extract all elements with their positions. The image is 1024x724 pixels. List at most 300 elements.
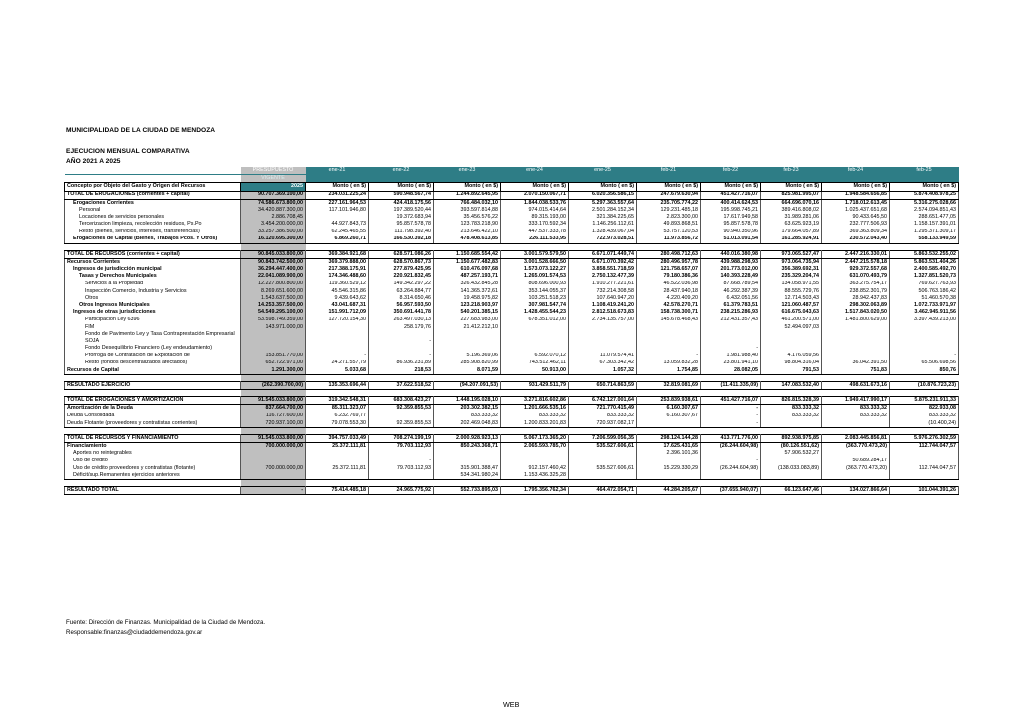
amount-cell: 111.798.392,40: [369, 229, 434, 236]
amount-cell: 24.965.775,92: [369, 487, 434, 495]
amount-cell: 1.910.277.221,61: [569, 281, 637, 288]
budget-cell: 53.598.749.359,00: [241, 317, 306, 324]
amount-cell: [761, 420, 822, 428]
amount-cell: 201.773.012,00: [701, 266, 761, 273]
amount-cell: 369.363.809,34: [822, 229, 890, 236]
amount-cell: 253.839.938,61: [637, 397, 701, 405]
amount-cell: 232.777.506,93: [822, 221, 890, 228]
amount-cell: 1.795.356.762,34: [501, 487, 569, 495]
amount-cell: 5.316.275.028,66: [890, 199, 959, 207]
amount-cell: 5.976.276.302,59: [890, 435, 959, 443]
amount-cell: 558.133.949,59: [890, 236, 959, 244]
amount-cell: [701, 472, 761, 480]
budget-cell: [241, 331, 306, 338]
budget-cell: 1.291.300,00: [241, 367, 306, 375]
amount-cell: (37.655.940,07): [701, 487, 761, 495]
amount-cell: [434, 458, 501, 465]
budget-cell: 720.937.100,00: [241, 420, 306, 428]
amount-cell: [761, 345, 822, 352]
amount-cell: 732.214.308,58: [569, 288, 637, 295]
amount-cell: 280.498.712,63: [637, 250, 701, 258]
amount-cell: 464.472.054,71: [569, 487, 637, 495]
table-row: [65, 281, 959, 288]
amount-cell: (94.207.091,53): [434, 382, 501, 390]
amount-cell: [701, 450, 761, 457]
budget-cell: 16.120.695.300,00: [241, 236, 306, 244]
amount-cell: 141.365.372,61: [434, 288, 501, 295]
amount-header: Monto ( en $): [306, 183, 369, 191]
amount-cell: [822, 450, 890, 457]
amount-cell: 25.372.111,81: [306, 465, 369, 472]
amount-cell: [434, 345, 501, 352]
amount-cell: 226.111.533,95: [501, 236, 569, 244]
amount-cell: 92.359.855,53: [369, 420, 434, 428]
table-row: [65, 397, 959, 405]
amount-cell: 49.893.868,51: [637, 221, 701, 228]
row-label: Servicios a la Propiedad: [65, 281, 241, 288]
amount-cell: 369.379.888,00: [306, 259, 369, 267]
month-header: feb-25: [890, 167, 959, 175]
month-header: ene-21: [306, 167, 369, 175]
amount-cell: 535.527.606,61: [569, 465, 637, 472]
amount-cell: 19.372.683,94: [369, 214, 434, 221]
amount-cell: 628.571.086,26: [369, 250, 434, 258]
row-label: Locaciones de servicios personales: [65, 214, 241, 221]
amount-cell: 247.679.630,94: [637, 191, 701, 199]
budget-header-vigente: VIGENTE: [241, 175, 306, 183]
budget-cell: 90.707.369.100,00: [241, 191, 306, 199]
amount-cell: -: [701, 345, 761, 352]
amount-cell: 791,53: [761, 367, 822, 375]
amount-cell: 23.801.941,10: [701, 360, 761, 367]
amount-cell: [306, 345, 369, 352]
month-header: feb-21: [637, 167, 701, 175]
amount-cell: 62.245.465,55: [306, 229, 369, 236]
budget-cell: [241, 450, 306, 457]
amount-cell: 974.015.414,64: [501, 207, 569, 214]
row-label: Recursos Corrientes: [65, 259, 241, 267]
budget-cell: 36.294.447.400,00: [241, 266, 306, 273]
amount-cell: 1.481.800.629,00: [822, 317, 890, 324]
month-header: feb-22: [701, 167, 761, 175]
budget-cell: 54.549.295.100,00: [241, 309, 306, 316]
budget-cell: 91.545.033.800,00: [241, 397, 306, 405]
amount-cell: 333.170.592,34: [501, 221, 569, 228]
spacer-row: [65, 375, 959, 382]
amount-cell: 2.065.593.785,70: [501, 443, 569, 451]
amount-cell: 35.456.576,22: [434, 214, 501, 221]
amount-cell: [501, 458, 569, 465]
amount-cell: 973.064.735,94: [761, 259, 822, 267]
amount-cell: 534.341.980,24: [434, 472, 501, 480]
amount-cell: 708.274.199,19: [369, 435, 434, 443]
amount-cell: 89.315.193,00: [501, 214, 569, 221]
amount-cell: [501, 331, 569, 338]
amount-cell: 56.957.593,50: [369, 302, 434, 309]
amount-cell: 650.714.863,59: [569, 382, 637, 390]
amount-cell: 90.433.645,50: [822, 214, 890, 221]
amount-cell: 212.431.357,43: [701, 317, 761, 324]
amount-cell: 66.123.647,46: [761, 487, 822, 495]
amount-header: Monto ( en $): [890, 183, 959, 191]
amount-cell: [890, 331, 959, 338]
amount-cell: 451.427.716,07: [701, 397, 761, 405]
amount-cell: 31.989.281,06: [761, 214, 822, 221]
budget-cell: 143.971.000,00: [241, 324, 306, 331]
amount-cell: 822.933,08: [890, 405, 959, 413]
amount-cell: 461.200.571,00: [761, 317, 822, 324]
amount-cell: 5.067.173.365,20: [501, 435, 569, 443]
amount-cell: 235.329.204,74: [761, 273, 822, 280]
amount-cell: [701, 338, 761, 345]
row-label: Aportes no reintegrables: [65, 450, 241, 457]
amount-cell: [761, 472, 822, 480]
amount-cell: 258.179,76: [369, 324, 434, 331]
table-row: [65, 229, 959, 236]
table-row: [65, 487, 959, 495]
budget-cell: 34.420.887.300,00: [241, 207, 306, 214]
amount-cell: 440.016.380,98: [701, 250, 761, 258]
month-header: ene-24: [501, 167, 569, 175]
row-label: Déficit/sup.Remanentes ejercicios anteriores: [65, 472, 241, 480]
amount-cell: 1.025.437.651,68: [822, 207, 890, 214]
amount-cell: 353.144.055,37: [501, 288, 569, 295]
amount-cell: [501, 450, 569, 457]
month-header: feb-23: [761, 167, 822, 175]
amount-cell: 808.696.000,93: [501, 281, 569, 288]
amount-cell: (363.770.473,20): [822, 465, 890, 472]
spacer-row: [65, 243, 959, 250]
row-label: FIM: [65, 324, 241, 331]
amount-cell: 5.875.231.911,33: [890, 397, 959, 405]
amount-cell: 1.295.371.309,17: [890, 229, 959, 236]
amount-cell: 628.570.867,73: [369, 259, 434, 267]
amount-cell: [569, 345, 637, 352]
amount-cell: [306, 450, 369, 457]
table-row: [65, 360, 959, 367]
amount-cell: 44.284.205,67: [637, 487, 701, 495]
amount-cell: 32.819.081,69: [637, 382, 701, 390]
month-header: feb-24: [822, 167, 890, 175]
amount-cell: 87.668.789,54: [701, 281, 761, 288]
amount-cell: [501, 338, 569, 345]
amount-cell: 2.574.094.851,43: [890, 207, 959, 214]
amount-cell: 6.742.127.001,64: [569, 397, 637, 405]
row-label: Recursos de Capital: [65, 367, 241, 375]
amount-cell: 46.522.036,98: [637, 281, 701, 288]
amount-cell: -: [890, 353, 959, 360]
amount-cell: [369, 450, 434, 457]
amount-cell: 107.640.947,20: [569, 295, 637, 302]
amount-cell: 389.416.808,02: [761, 207, 822, 214]
amount-cell: 1.428.455.544,23: [501, 309, 569, 316]
amount-cell: 722.973.028,51: [569, 236, 637, 244]
amount-cell: (80.126.551,62): [761, 443, 822, 451]
row-label: Fondo de Pavimento Ley y Tasa Contraprestación Empresarial: [65, 331, 241, 338]
amount-cell: 36.042.391,50: [822, 360, 890, 367]
amount-cell: 5.863.532.255,02: [890, 250, 959, 258]
amount-cell: 50.689.284,17: [822, 458, 890, 465]
amount-cell: 161.285.924,91: [761, 236, 822, 244]
amount-cell: [890, 324, 959, 331]
budget-header: PRESUPUESTO: [241, 167, 306, 175]
header-row-vigente: [65, 175, 959, 183]
table-row: [65, 367, 959, 375]
amount-cell: [501, 324, 569, 331]
amount-cell: -: [701, 405, 761, 413]
row-label: Financiamiento: [65, 443, 241, 451]
amount-cell: [637, 420, 701, 428]
month-header: ene-25: [569, 167, 637, 175]
amount-cell: (11.411.335,09): [701, 382, 761, 390]
amount-cell: 356.389.692,31: [761, 266, 822, 273]
row-label: RESULTADO TOTAL: [65, 487, 241, 495]
amount-cell: 1.718.012.613,45: [822, 199, 890, 207]
row-label: Otros Ingresos Municipales: [65, 302, 241, 309]
amount-cell: 6.869.260,71: [306, 236, 369, 244]
amount-cell: 833.333,32: [761, 413, 822, 420]
amount-cell: (363.770.473,20): [822, 443, 890, 451]
report-title: EJECUCION MENSUAL COMPARATIVA: [66, 148, 190, 155]
amount-cell: 1.150.685.554,42: [434, 250, 501, 258]
amount-cell: (10.876.723,23): [890, 382, 959, 390]
amount-cell: 1.573.073.122,27: [501, 266, 569, 273]
amount-cell: 28.437.940,18: [637, 288, 701, 295]
amount-cell: 298.124.144,28: [637, 435, 701, 443]
amount-cell: 7.206.599.056,35: [569, 435, 637, 443]
amount-cell: 413.771.776,00: [701, 435, 761, 443]
amount-cell: [822, 324, 890, 331]
amount-cell: 79.703.112,93: [369, 443, 434, 451]
amount-cell: 92.359.855,53: [369, 405, 434, 413]
amount-cell: 1.153.436.325,28: [501, 472, 569, 480]
amount-cell: 931.429.511,79: [501, 382, 569, 390]
table-row: [65, 259, 959, 267]
amount-cell: -: [306, 353, 369, 360]
amount-cell: 769.627.763,93: [890, 281, 959, 288]
amount-cell: 1.265.091.574,53: [501, 273, 569, 280]
table-row: [65, 338, 959, 345]
amount-cell: 2.400.585.492,70: [890, 266, 959, 273]
amount-cell: 145.678.468,43: [637, 317, 701, 324]
amount-cell: [890, 450, 959, 457]
amount-cell: 135.353.696,44: [306, 382, 369, 390]
amount-cell: 833.333,32: [761, 405, 822, 413]
table-row: [65, 331, 959, 338]
contact-note: Responsable:finanzas@ciudaddemendoza.gov.ar: [66, 629, 203, 636]
amount-cell: 833.333,32: [434, 413, 501, 420]
amount-cell: [761, 458, 822, 465]
amount-cell: 79.078.553,30: [306, 420, 369, 428]
row-label: TOTAL DE RECURSOS (corrientes + capital): [65, 250, 241, 258]
amount-cell: 833.333,32: [890, 413, 959, 420]
amount-cell: 743.512.462,11: [501, 360, 569, 367]
row-label: Otros: [65, 295, 241, 302]
amount-cell: 134.058.971,55: [761, 281, 822, 288]
amount-cell: [637, 324, 701, 331]
amount-cell: [306, 214, 369, 221]
row-label: Uso de crédito proveedores y contratistas (flotante): [65, 465, 241, 472]
amount-cell: 63.625.923,19: [761, 221, 822, 228]
amount-cell: 17.617.949,58: [701, 214, 761, 221]
amount-cell: 134.027.866,64: [822, 487, 890, 495]
amount-cell: 52.494.097,03: [761, 324, 822, 331]
amount-cell: [637, 472, 701, 480]
budget-cell: [241, 338, 306, 345]
amount-cell: 833.333,32: [569, 413, 637, 420]
amount-header: Monto ( en $): [822, 183, 890, 191]
amount-cell: [569, 472, 637, 480]
amount-cell: [890, 345, 959, 352]
amount-cell: 98.804.316,04: [761, 360, 822, 367]
amount-cell: 50.913,00: [501, 367, 569, 375]
amount-cell: 1.949.417.990,17: [822, 397, 890, 405]
amount-cell: [434, 331, 501, 338]
amount-cell: 43.041.687,31: [306, 302, 369, 309]
amount-cell: 315.901.388,47: [434, 465, 501, 472]
amount-cell: 1.158.157.391,01: [890, 221, 959, 228]
row-label: Amortización de la Deuda: [65, 405, 241, 413]
amount-cell: [822, 472, 890, 480]
amount-cell: -: [701, 420, 761, 428]
amount-cell: 51.013.091,54: [701, 236, 761, 244]
amount-cell: 3.271.816.602,86: [501, 397, 569, 405]
amount-cell: [761, 331, 822, 338]
amount-cell: 179.664.057,89: [761, 229, 822, 236]
amount-cell: 1.948.584.656,85: [822, 191, 890, 199]
amount-cell: (26.244.604,98): [701, 465, 761, 472]
amount-cell: 1.200.833.201,83: [501, 420, 569, 428]
amount-cell: 664.696.070,16: [761, 199, 822, 207]
amount-cell: 25.372.111,81: [306, 443, 369, 451]
amount-cell: 57.906.532,27: [761, 450, 822, 457]
row-label: Ingresos de jurisdicción municipal: [65, 266, 241, 273]
amount-cell: 4.176.059,56: [761, 353, 822, 360]
amount-cell: 1.844.038.533,76: [501, 199, 569, 207]
amount-cell: 833.333,32: [822, 413, 890, 420]
table-row: [65, 199, 959, 207]
amount-cell: -: [701, 458, 761, 465]
amount-header: Monto ( en $): [434, 183, 501, 191]
row-label: TOTAL DE RECURSOS Y FINANCIAMIENTO: [65, 435, 241, 443]
amount-cell: 720.937.082,17: [569, 420, 637, 428]
table-row: [65, 382, 959, 390]
amount-cell: [369, 345, 434, 352]
amount-cell: 151.991.712,09: [306, 309, 369, 316]
amount-cell: 2.750.132.477,39: [569, 273, 637, 280]
table-row: [65, 236, 959, 244]
row-label: Inspección Comercio, Industria y Servicios: [65, 288, 241, 295]
amount-cell: 234.031.225,24: [306, 191, 369, 199]
budget-cell: 90.843.742.500,00: [241, 259, 306, 267]
month-header: ene-22: [369, 167, 434, 175]
table-row: [65, 345, 959, 352]
report-period: AÑO 2021 A 2025: [66, 158, 121, 165]
table-row: [65, 317, 959, 324]
budget-cell: 837.664.700,00: [241, 405, 306, 413]
amount-cell: 3.001.579.579,50: [501, 250, 569, 258]
amount-cell: 833.333,32: [501, 413, 569, 420]
amount-cell: 37.622.518,52: [369, 382, 434, 390]
amount-cell: [701, 331, 761, 338]
amount-cell: 121.060.487,57: [761, 302, 822, 309]
amount-cell: 17.625.431,65: [637, 443, 701, 451]
amount-cell: 85.311.323,07: [306, 405, 369, 413]
amount-cell: [306, 324, 369, 331]
amount-cell: [822, 338, 890, 345]
table-row: [65, 324, 959, 331]
table-row: [65, 266, 959, 273]
amount-cell: 319.342.548,31: [306, 397, 369, 405]
amount-cell: 51.460.570,38: [890, 295, 959, 302]
amount-cell: 929.372.557,68: [822, 266, 890, 273]
row-label: Resto (fondos descentralizados afectados): [65, 360, 241, 367]
amount-cell: 65.506.698,56: [890, 360, 959, 367]
month-header: ene-23: [434, 167, 501, 175]
budget-cell: [241, 345, 306, 352]
amount-cell: 2.083.445.856,81: [822, 435, 890, 443]
concept-header: Concepto por Objeto del Gasto y Origen del Recursos: [65, 183, 241, 191]
amount-cell: [890, 338, 959, 345]
amount-cell: 63.264.884,77: [369, 288, 434, 295]
amount-cell: 238.215.286,93: [701, 309, 761, 316]
amount-cell: 129.231.485,18: [637, 207, 701, 214]
amount-header: Monto ( en $): [701, 183, 761, 191]
amount-cell: 158.738.300,71: [637, 309, 701, 316]
amount-cell: 2.823.300,00: [637, 214, 701, 221]
table-row: [65, 450, 959, 457]
row-label: SOJA: [65, 338, 241, 345]
amount-cell: 227.161.964,53: [306, 199, 369, 207]
amount-cell: 21.412.212,10: [434, 324, 501, 331]
amount-cell: 2.447.216.330,01: [822, 250, 890, 258]
amount-cell: 2.000.928.923,13: [434, 435, 501, 443]
amount-cell: 127.720.154,30: [306, 317, 369, 324]
row-label: Participación Ley 6396: [65, 317, 241, 324]
amount-cell: [822, 353, 890, 360]
amount-cell: 721.770.415,49: [569, 405, 637, 413]
row-label: Erogaciones de Capital (Bienes, Trabajos Pcos. Y Otros): [65, 236, 241, 244]
amount-cell: 263.497.030,13: [369, 317, 434, 324]
amount-cell: [637, 458, 701, 465]
amount-cell: [434, 450, 501, 457]
amount-cell: 506.763.186,42: [890, 288, 959, 295]
amount-cell: (138.033.083,89): [761, 465, 822, 472]
amount-cell: 112.744.047,57: [890, 443, 959, 451]
amount-cell: 28.082,05: [701, 367, 761, 375]
amount-cell: 1.327.851.520,73: [890, 273, 959, 280]
table-row: [65, 273, 959, 280]
budget-cell: 116.727.600,00: [241, 413, 306, 420]
budget-cell: 12.227.800.800,00: [241, 281, 306, 288]
amount-cell: 850,76: [890, 367, 959, 375]
amount-cell: 238.852.301,79: [822, 288, 890, 295]
amount-cell: 751,83: [822, 367, 890, 375]
amount-cell: [369, 472, 434, 480]
row-label: Deuda Flotante (proveedores y contratistas corrientes): [65, 420, 241, 428]
amount-cell: 67.303.342,42: [569, 360, 637, 367]
spacer-row: [65, 480, 959, 487]
spacer-row: [65, 390, 959, 397]
amount-cell: 350.691.441,78: [369, 309, 434, 316]
amount-cell: 2.734.135.757,00: [569, 317, 637, 324]
amount-cell: 6.020.356.586,15: [569, 191, 637, 199]
row-label: Deuda Consolidada: [65, 413, 241, 420]
row-label: Personal: [65, 207, 241, 214]
amount-cell: 478.408.613,85: [434, 236, 501, 244]
amount-cell: 195.998.745,21: [701, 207, 761, 214]
amount-cell: 61.379.783,51: [701, 302, 761, 309]
